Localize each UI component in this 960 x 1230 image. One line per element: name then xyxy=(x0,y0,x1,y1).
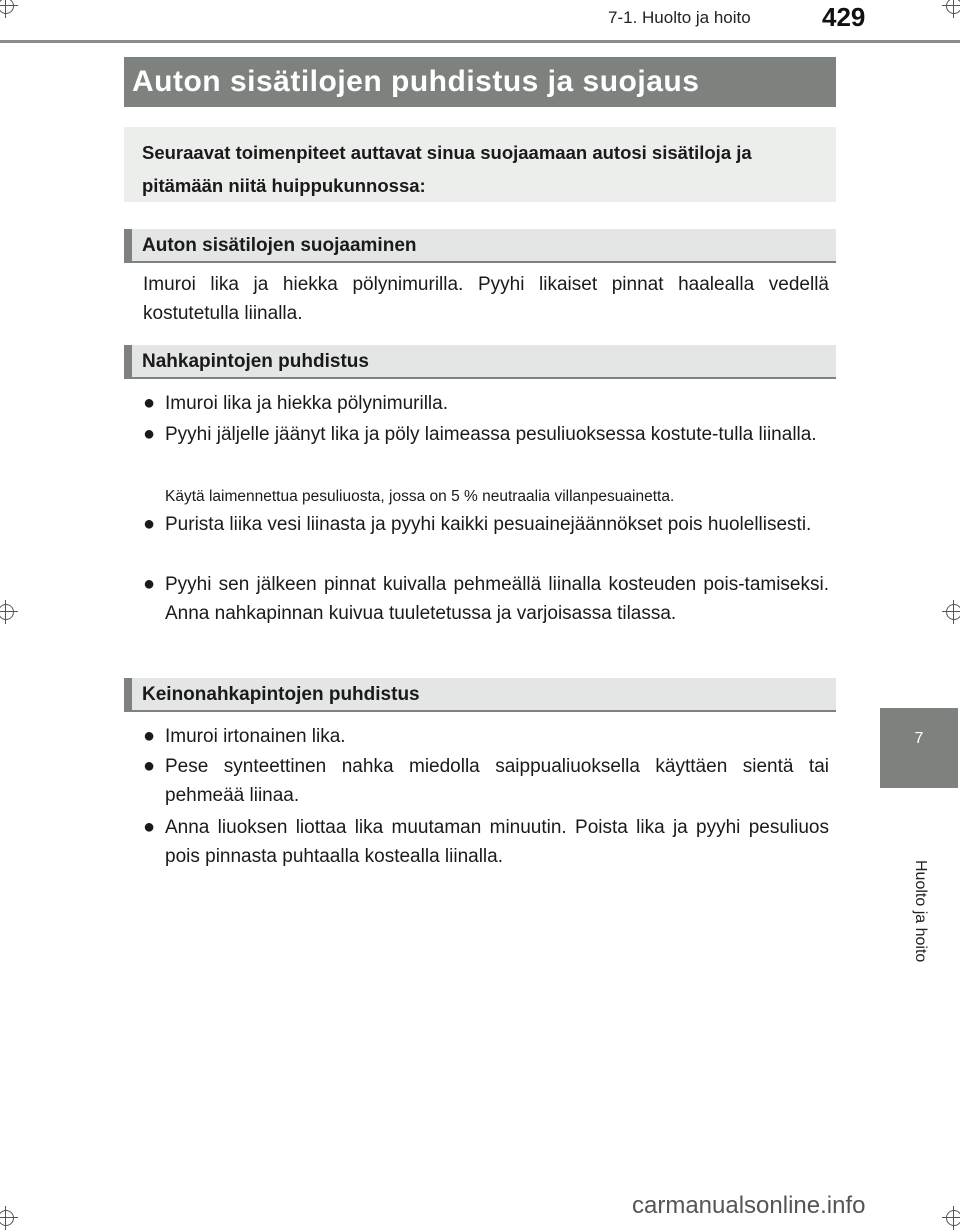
bullet-icon: ● xyxy=(143,423,156,445)
bullet-icon: ● xyxy=(143,392,156,414)
list-item xyxy=(143,813,829,871)
section-heading-synthetic-leather-cleaning: Keinonahkapintojen puhdistus xyxy=(124,678,836,712)
list-item-text: Imuroi irtonainen lika. xyxy=(165,726,346,747)
list-item-text: Purista liika vesi liinasta ja pyyhi kaikki pesuainejäännökset pois huolellisesti. xyxy=(165,514,812,535)
list-item xyxy=(143,722,829,751)
list-item-text: Imuroi lika ja hiekka pölynimurilla. xyxy=(165,393,448,414)
intro-text: Seuraavat toimenpiteet auttavat sinua suojaamaan autosi sisätiloja ja pitämään niitä huippukunnossa: xyxy=(124,127,836,202)
section-paragraph: Imuroi lika ja hiekka pölynimurilla. Pyyhi likaiset pinnat haalealla vedellä kostutetulla liinalla. xyxy=(143,274,829,324)
list-item-text: Pyyhi sen jälkeen pinnat kuivalla pehmeällä liinalla kosteuden pois-tamiseksi. Anna nahkapinnan kuivua tuuletetussa ja varjoisassa tilassa. xyxy=(165,574,829,624)
crop-mark-bottom-left xyxy=(0,1206,18,1230)
crop-mark-mid-left xyxy=(0,600,18,624)
list-item-text: Pyyhi jäljelle jäänyt lika ja pöly laimeassa pesuliuoksessa kostute-tulla liinalla. xyxy=(165,424,817,445)
crop-mark-top-right xyxy=(942,0,960,18)
list-item xyxy=(143,752,829,810)
list-item xyxy=(143,510,829,539)
watermark: carmanualsonline.info xyxy=(632,1192,866,1219)
list-item-text: Pese synteettinen nahka miedolla saippualiuoksella käyttäen sientä tai pehmeää liinaa. xyxy=(165,756,829,806)
header-divider xyxy=(0,40,960,43)
section-heading-interior-protection: Auton sisätilojen suojaaminen xyxy=(124,229,836,263)
section-heading-leather-cleaning: Nahkapintojen puhdistus xyxy=(124,345,836,379)
bullet-icon: ● xyxy=(143,755,156,777)
bullet-icon: ● xyxy=(143,513,156,535)
crop-mark-top-left xyxy=(0,0,18,18)
chapter-label: Huolto ja hoito xyxy=(912,860,929,963)
list-item xyxy=(143,420,829,449)
list-item xyxy=(143,389,829,418)
list-item xyxy=(143,570,829,628)
section-reference: 7-1. Huolto ja hoito xyxy=(608,8,751,27)
crop-mark-bottom-right xyxy=(942,1206,960,1230)
bullet-icon: ● xyxy=(143,573,156,595)
bullet-icon: ● xyxy=(143,816,156,838)
chapter-tab: 7 xyxy=(880,708,958,788)
crop-mark-mid-right xyxy=(942,600,960,624)
page-title: Auton sisätilojen puhdistus ja suojaus xyxy=(124,57,836,107)
page-number: 429 xyxy=(822,2,866,32)
bullet-icon: ● xyxy=(143,725,156,747)
list-item-text: Anna liuoksen liottaa lika muutaman minuutin. Poista lika ja pyyhi pesuliuos pois pinnasta puhtaalla kostealla liinalla. xyxy=(165,817,829,867)
note-text: Käytä laimennettua pesuliuosta, jossa on 5 % neutraalia villanpesuainetta. xyxy=(165,488,675,505)
